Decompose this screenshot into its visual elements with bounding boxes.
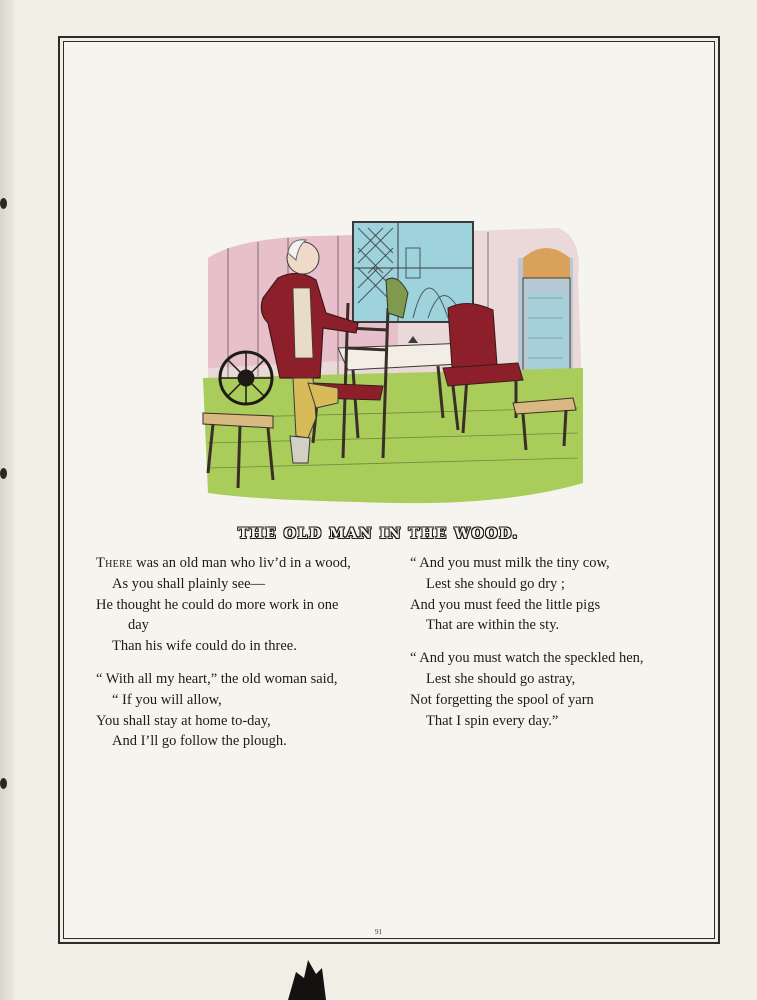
- poem-line: That I spin every day.”: [426, 712, 559, 729]
- poem-line: “ With all my heart,” the old woman said,: [96, 670, 338, 687]
- binding-hole: [0, 468, 7, 479]
- stanza-gap: [96, 657, 406, 669]
- poem-line: “ And you must milk the tiny cow,: [410, 555, 610, 571]
- illustration-old-man-interior: [198, 218, 590, 506]
- torn-corner: [282, 958, 328, 1000]
- binding-hole: [0, 778, 7, 789]
- stanza: [410, 553, 720, 636]
- page-number: 91: [375, 928, 382, 936]
- poem-column-left: [96, 553, 406, 752]
- poem-line: As you shall plainly see—: [112, 575, 266, 592]
- stanza: [96, 669, 406, 752]
- poem-line: And you must feed the little pigs: [410, 596, 601, 613]
- poem-line: And I’ll go follow the plough.: [112, 733, 287, 750]
- poem-line: [96, 553, 406, 574]
- poem-line: “ And you must watch the speckled hen,: [410, 650, 644, 667]
- stanza: [96, 553, 406, 657]
- poem-line: That are within the sty.: [426, 617, 560, 634]
- poem-line: “ If you will allow,: [112, 691, 222, 708]
- poem-line: Than his wife could do in three.: [112, 638, 297, 655]
- stanza-gap: [410, 636, 720, 648]
- line-text: was an old man who liv’d in a wood,: [132, 555, 351, 571]
- poem-line: You shall stay at home to-day,: [96, 712, 271, 729]
- page-edge: [0, 0, 14, 1000]
- poem-line: He thought he could do more work in one: [96, 596, 339, 613]
- poem-column-right: [410, 553, 720, 731]
- stanza: [410, 648, 720, 731]
- poem-line: Lest she should go astray,: [426, 670, 576, 687]
- drop-word: There: [96, 555, 133, 571]
- poem-line: Lest she should go dry ;: [426, 575, 565, 592]
- binding-hole: [0, 198, 7, 209]
- poem-line: day: [128, 617, 149, 634]
- poem-title: THE OLD MAN IN THE WOOD.: [238, 526, 519, 542]
- poem-line: Not forgetting the spool of yarn: [410, 691, 594, 708]
